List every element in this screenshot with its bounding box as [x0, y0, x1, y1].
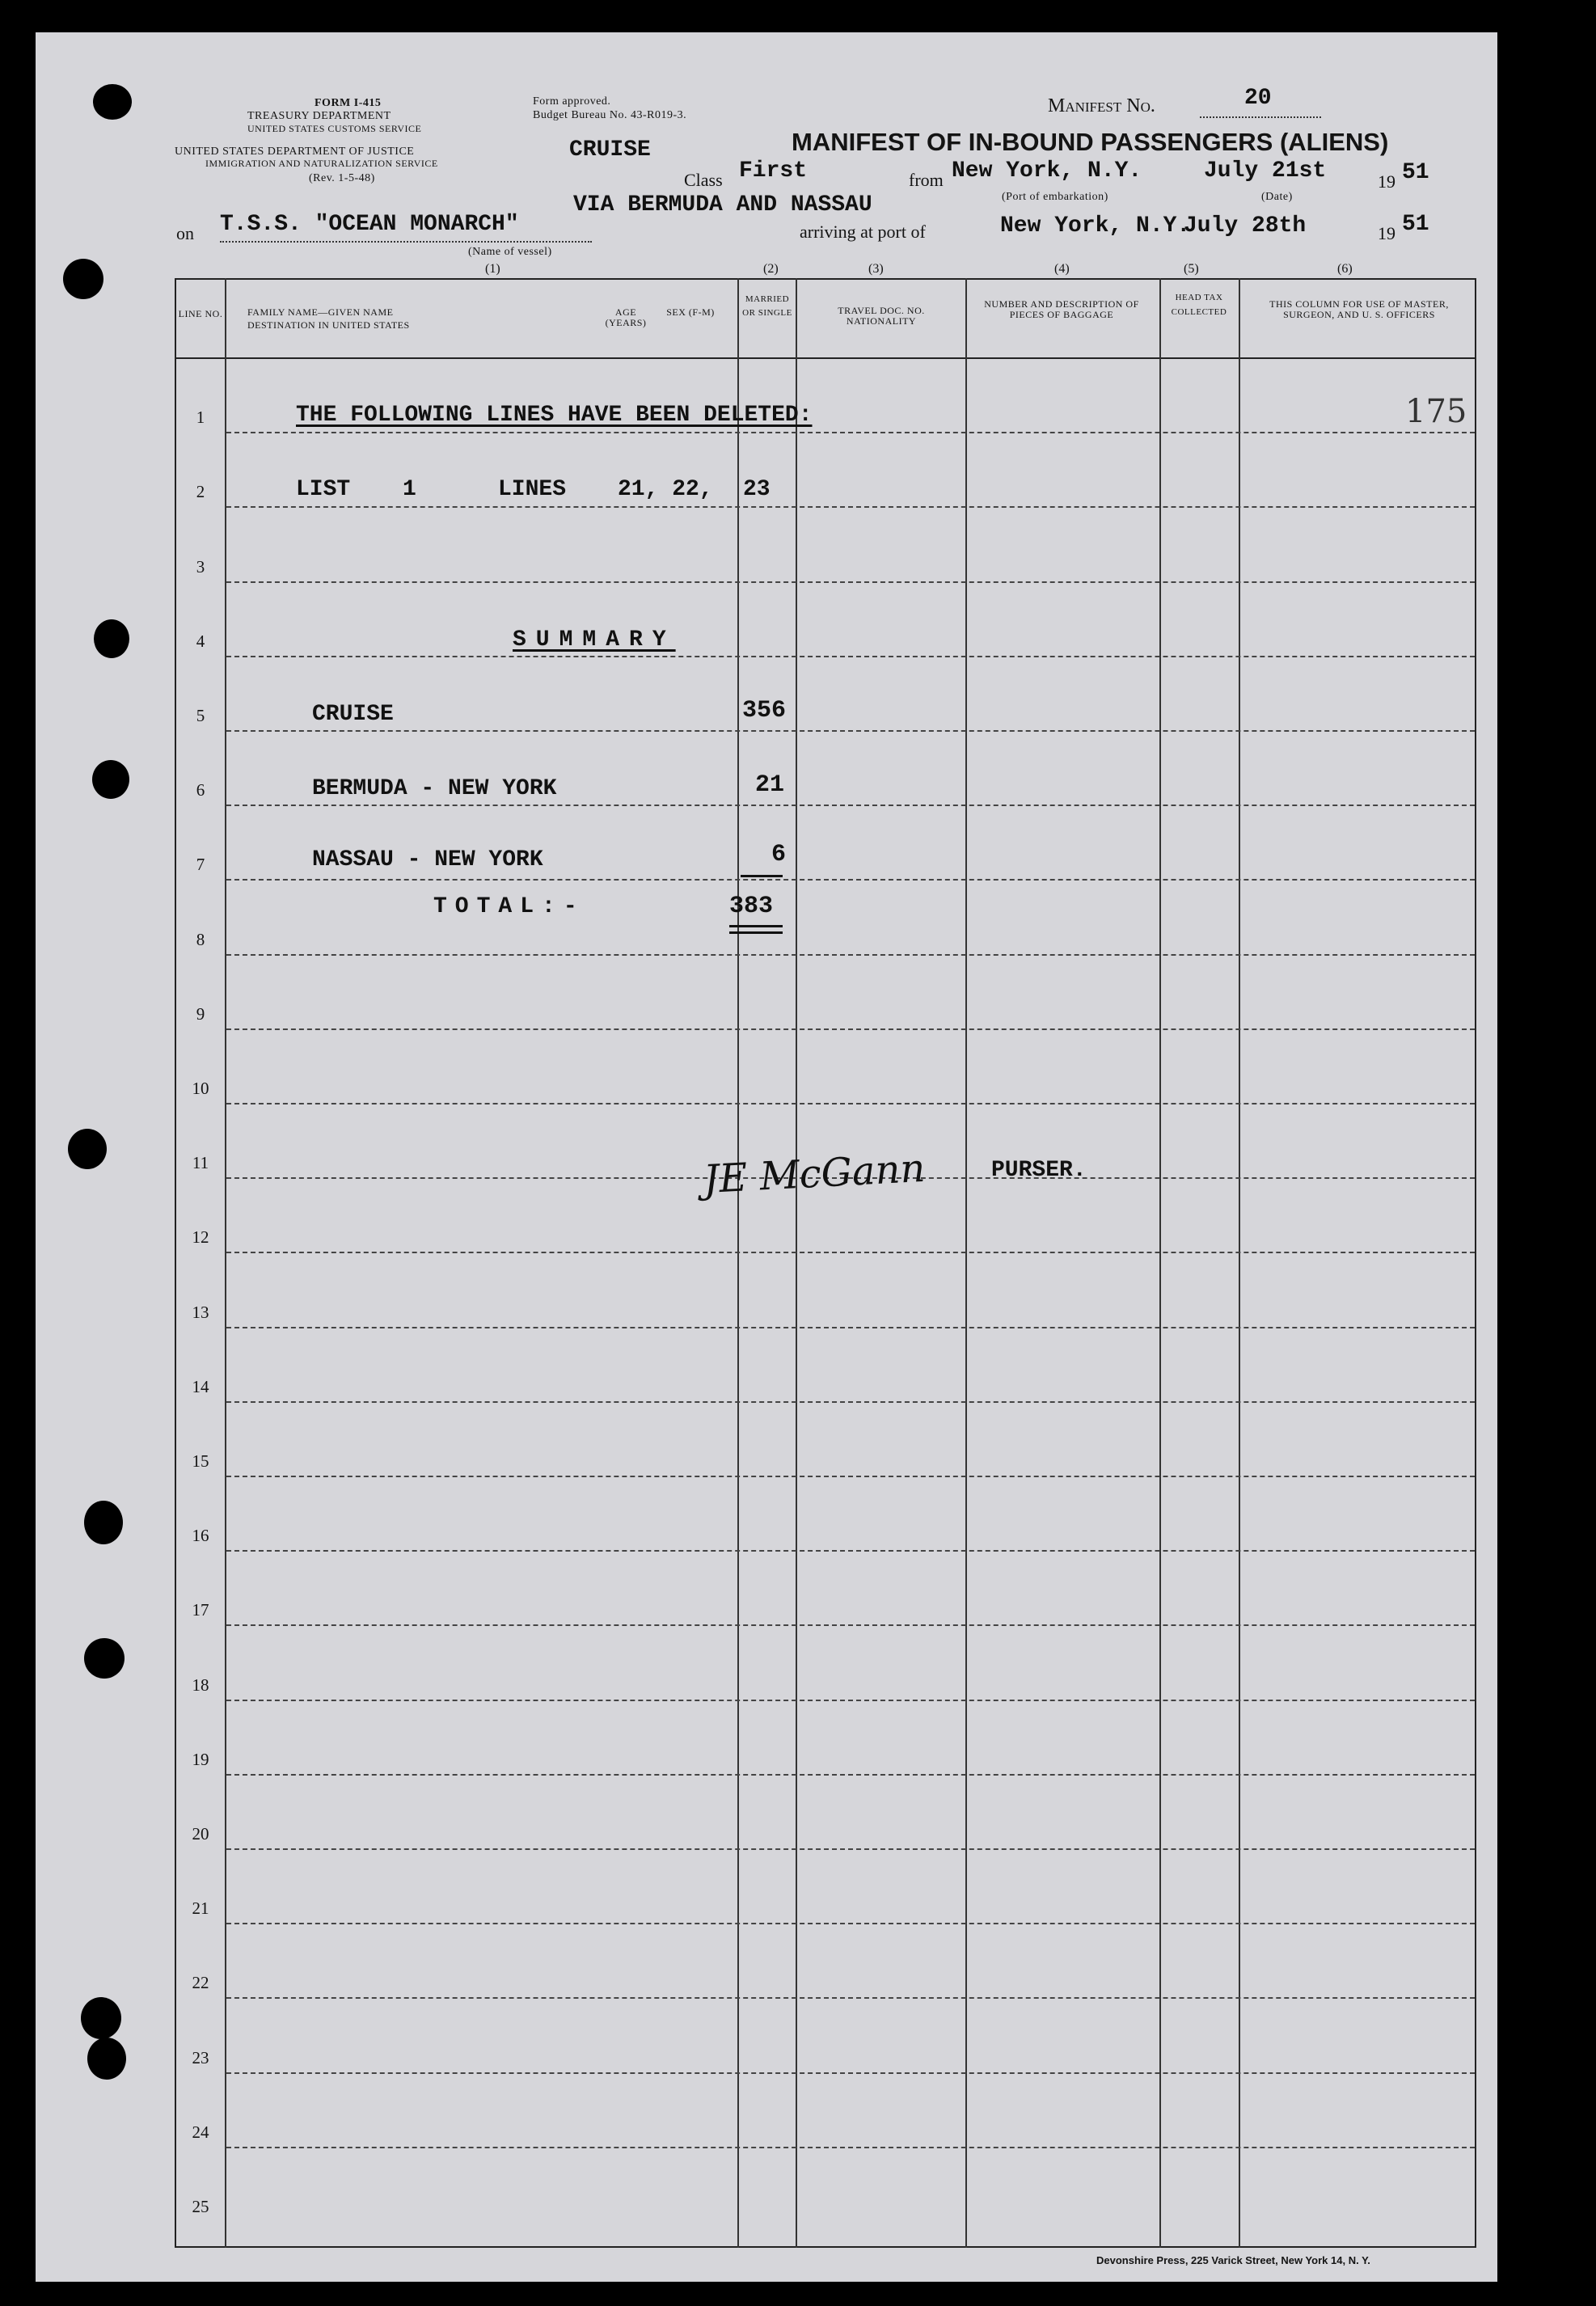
from-label: from [909, 170, 944, 190]
row-number: 5 [196, 706, 205, 725]
punch-hole [92, 760, 129, 799]
total-label: TOTAL:- [433, 894, 585, 919]
row-number: 7 [196, 855, 205, 875]
row-number: 17 [192, 1600, 209, 1620]
summary-label-cruise: CRUISE [312, 702, 394, 727]
row-number: 22 [192, 1973, 209, 1993]
col-header-name: FAMILY NAME—GIVEN NAME [247, 306, 394, 318]
row-line [226, 656, 1475, 657]
summary-label-bermuda: BERMUDA - NEW YORK [312, 776, 557, 801]
punch-hole [84, 1638, 125, 1679]
revision-date: (Rev. 1-5-48) [309, 172, 375, 184]
purser-signature: JE McGann [702, 1145, 927, 1203]
customs-service: UNITED STATES CUSTOMS SERVICE [247, 123, 422, 134]
punch-hole [87, 2038, 126, 2080]
manifest-number-line [1200, 116, 1321, 118]
column-number: (3) [868, 262, 884, 276]
embarkation-date: July 21st [1204, 158, 1327, 184]
year2-prefix: 19 [1378, 223, 1395, 243]
summary-value-bermuda: 21 [755, 771, 785, 799]
embarkation-port: New York, N.Y. [952, 158, 1142, 184]
row-number: 23 [192, 2047, 209, 2067]
via-route: VIA BERMUDA AND NASSAU [573, 192, 872, 218]
punch-hole [81, 1997, 121, 2039]
list-label: LIST [296, 477, 351, 502]
total-underline [729, 925, 783, 927]
row-line [226, 1028, 1475, 1030]
total-double-underline [729, 931, 783, 934]
row-number: 2 [196, 482, 205, 502]
arrival-date: July 28th [1184, 213, 1307, 239]
row-number: 20 [192, 1824, 209, 1844]
row-number: 11 [192, 1153, 209, 1173]
col-header-officers: THIS COLUMN FOR USE OF MASTER, SURGEON, AND U. S. OFFICERS [1269, 298, 1449, 321]
page-number: 175 [1405, 393, 1467, 430]
row-number: 10 [192, 1079, 209, 1098]
column-divider [225, 278, 226, 2248]
summary-value-cruise: 356 [742, 697, 787, 724]
class-label: Class [684, 170, 723, 190]
summary-value-nassau: 6 [771, 841, 787, 868]
row-line [226, 1848, 1475, 1850]
column-divider [737, 278, 739, 2248]
punch-hole [94, 619, 129, 658]
column-number: (4) [1054, 262, 1070, 276]
row-number: 13 [192, 1302, 209, 1322]
vessel-line [220, 241, 592, 243]
row-line [226, 1550, 1475, 1552]
row-line [226, 506, 1475, 508]
row-number: 3 [196, 556, 205, 576]
immigration-service: IMMIGRATION AND NATURALIZATION SERVICE [205, 158, 438, 169]
budget-bureau: Budget Bureau No. 43-R019-3. [533, 109, 687, 121]
row-number: 12 [192, 1227, 209, 1248]
row-number: 6 [196, 780, 205, 800]
deleted-lines-note: THE FOLLOWING LINES HAVE BEEN DELETED: [296, 403, 813, 428]
on-label: on [176, 223, 194, 243]
purser-label: PURSER. [991, 1158, 1087, 1183]
manifest-number: 20 [1244, 86, 1272, 111]
row-number: 15 [192, 1451, 209, 1471]
punch-hole [63, 259, 103, 299]
col-header-line-no: LINE NO. [178, 308, 223, 319]
row-line [226, 1997, 1475, 1999]
row-line [226, 805, 1475, 806]
arrival-year: 51 [1402, 212, 1429, 237]
row-line [226, 1923, 1475, 1924]
col-header-sex: SEX (F-M) [666, 306, 715, 318]
column-number: (2) [763, 262, 779, 276]
year-prefix: 19 [1378, 171, 1395, 192]
vessel-name: T.S.S. "OCEAN MONARCH" [220, 212, 519, 237]
punch-hole [68, 1129, 107, 1169]
row-number: 16 [192, 1526, 209, 1546]
row-line [226, 1700, 1475, 1701]
date-caption: (Date) [1261, 191, 1293, 203]
col-header-married: MARRIED OR SINGLE [742, 294, 792, 318]
col-header-baggage: NUMBER AND DESCRIPTION OF PIECES OF BAGGAGE [984, 298, 1139, 321]
col-header-destination: DESTINATION IN UNITED STATES [247, 319, 410, 331]
column-divider [1239, 278, 1240, 2248]
row-number: 14 [192, 1376, 209, 1396]
row-line [226, 730, 1475, 732]
punch-hole [84, 1501, 123, 1544]
row-line [226, 2147, 1475, 2148]
col-header-head-tax: HEAD TAX COLLECTED [1171, 293, 1227, 317]
row-number: 4 [196, 631, 205, 651]
department-of-justice: UNITED STATES DEPARTMENT OF JUSTICE [175, 146, 415, 158]
column-divider [1159, 278, 1161, 2248]
row-line [226, 1103, 1475, 1104]
column-number: (5) [1184, 262, 1199, 276]
deleted-lines-b: 23 [743, 477, 771, 502]
embarkation-year: 51 [1402, 160, 1429, 185]
manifest-number-label: Manifest No. [1048, 95, 1155, 116]
row-line [226, 1327, 1475, 1328]
row-number: 1 [196, 408, 205, 428]
row-number: 21 [192, 1898, 209, 1919]
summary-title: SUMMARY [513, 627, 676, 653]
row-line [226, 432, 1475, 433]
col-header-age: AGE (YEARS) [605, 306, 647, 329]
row-number: 19 [192, 1749, 209, 1769]
row-line [226, 954, 1475, 956]
deleted-lines-a: 21, 22, [618, 477, 713, 502]
column-divider [965, 278, 967, 2248]
total-rule [741, 875, 783, 877]
column-number: (1) [485, 262, 500, 276]
class-value: First [739, 158, 808, 184]
row-line [226, 581, 1475, 583]
form-number: FORM I-415 [315, 97, 382, 109]
row-number: 24 [192, 2122, 209, 2142]
row-line [226, 1624, 1475, 1626]
column-divider [796, 278, 797, 2248]
list-number: 1 [403, 477, 416, 502]
table-header-divider [175, 357, 1476, 359]
col-header-travel-doc: TRAVEL DOC. NO. NATIONALITY [838, 305, 925, 327]
row-line [226, 1476, 1475, 1477]
row-number: 25 [192, 2197, 209, 2216]
row-number: 18 [192, 1675, 209, 1695]
row-line [226, 879, 1475, 881]
punch-hole [93, 84, 132, 120]
row-line [226, 1252, 1475, 1253]
arriving-label: arriving at port of [800, 222, 926, 242]
printer-credit: Devonshire Press, 225 Varick Street, New York 14, N. Y. [1096, 2254, 1370, 2266]
embarkation-caption: (Port of embarkation) [1002, 191, 1108, 203]
manifest-title: MANIFEST OF IN-BOUND PASSENGERS (ALIENS) [792, 128, 1389, 156]
manifest-page [36, 32, 1497, 2282]
arrival-port: New York, N.Y. [1000, 213, 1191, 239]
row-line [226, 2072, 1475, 2074]
row-number: 8 [196, 929, 205, 949]
row-number: 9 [196, 1003, 205, 1024]
column-number: (6) [1337, 262, 1353, 276]
form-approved: Form approved. [533, 95, 611, 108]
vessel-caption: (Name of vessel) [468, 246, 552, 258]
summary-label-nassau: NASSAU - NEW YORK [312, 847, 543, 872]
manifest-table [175, 278, 1476, 2248]
cruise-label: CRUISE [569, 137, 651, 163]
row-line [226, 1774, 1475, 1776]
row-line [226, 1401, 1475, 1403]
treasury-department: TREASURY DEPARTMENT [247, 110, 391, 122]
total-value: 383 [729, 893, 774, 920]
lines-label: LINES [498, 477, 567, 502]
